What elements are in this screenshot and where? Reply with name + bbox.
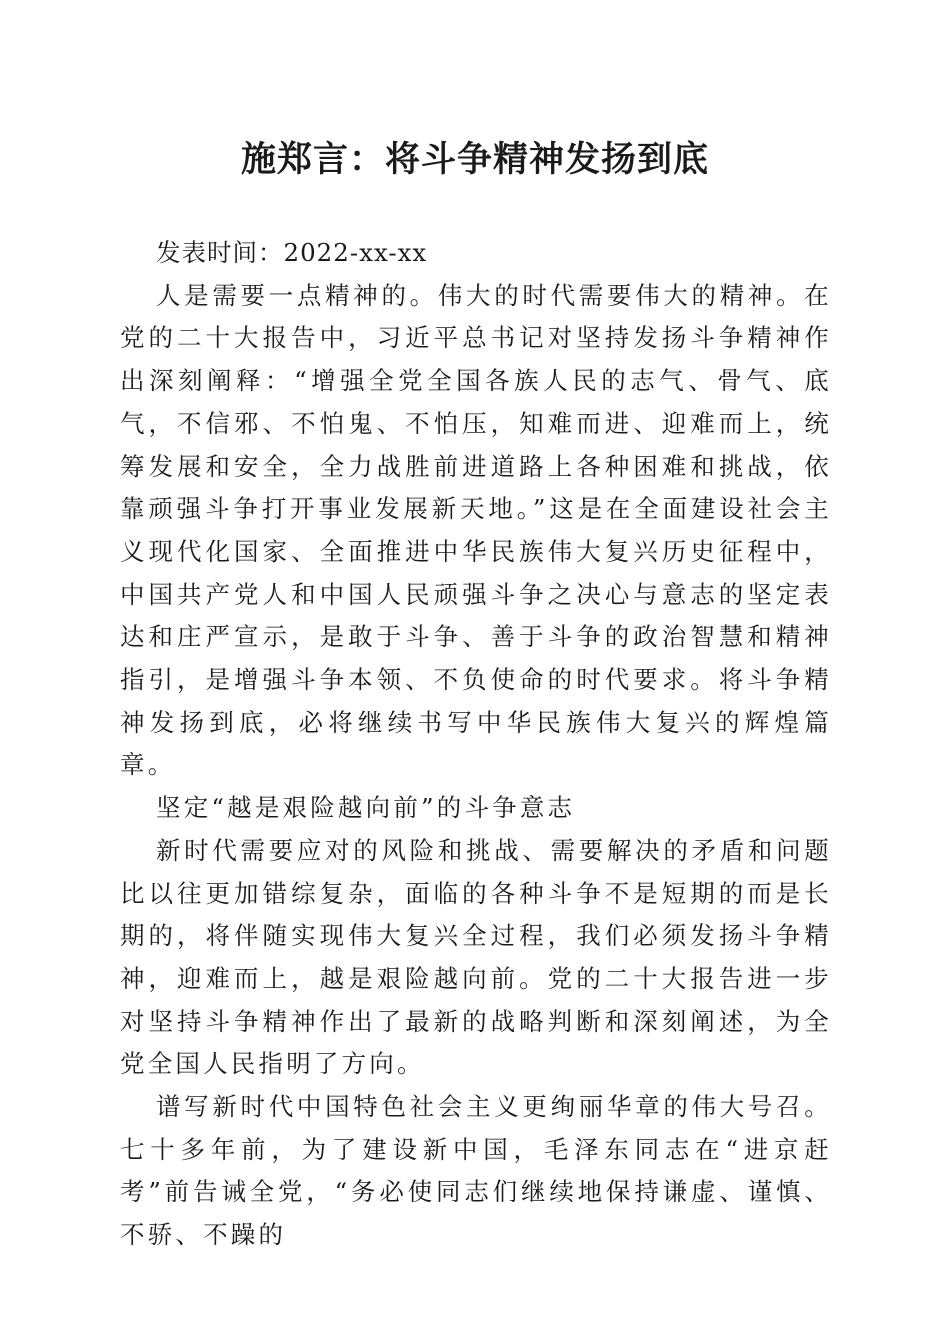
- paragraph: 谱写新时代中国特色社会主义更绚丽华章的伟大号召。七十多年前，为了建设新中国，毛泽东同志在“进京赶考”前告诫全党，“务必使同志们继续地保持谦虚、谨慎、不骄、不躁的: [120, 1092, 832, 1250]
- publish-time: 发表时间：2022-xx-xx: [156, 238, 428, 267]
- paragraph-intro: 人是需要一点精神的。伟大的时代需要伟大的精神。在党的二十大报告中，习近平总书记对坚持发扬斗争精神作出深刻阐释：“增强全党全国各族人民的志气、骨气、底气，不信邪、不怕鬼、不怕压，知难而进、迎难而上，统筹发展和安全，全力战胜前进道路上各种困难和挑战，依靠顽强斗争打开事业发展新天地。”这是在全面建设社会主义现代化国家、全面推进中华民族伟大复兴历史征程中，中国共产党人和中国人民顽强斗争之决心与意志的坚定表达和庄严宣示，是敢于斗争、善于斗争的政治智慧和精神指引，是增强斗争本领、不负使命的时代要求。将斗争精神发扬到底，必将继续书写中华民族伟大复兴的辉煌篇章。: [120, 280, 832, 780]
- paragraph: 新时代需要应对的风险和挑战、需要解决的矛盾和问题比以往更加错综复杂，面临的各种斗争不是短期的而是长期的，将伴随实现伟大复兴全过程，我们必须发扬斗争精神，迎难而上，越是艰险越向前。党的二十大报告进一步对坚持斗争精神作出了最新的战略判断和深刻阐述，为全党全国人民指明了方向。: [120, 835, 832, 1079]
- document-title: 施郑言：将斗争精神发扬到底: [240, 139, 709, 180]
- document-body: [120, 232, 832, 1257]
- section-heading: 坚定“越是艰险越向前”的斗争意志: [156, 793, 576, 823]
